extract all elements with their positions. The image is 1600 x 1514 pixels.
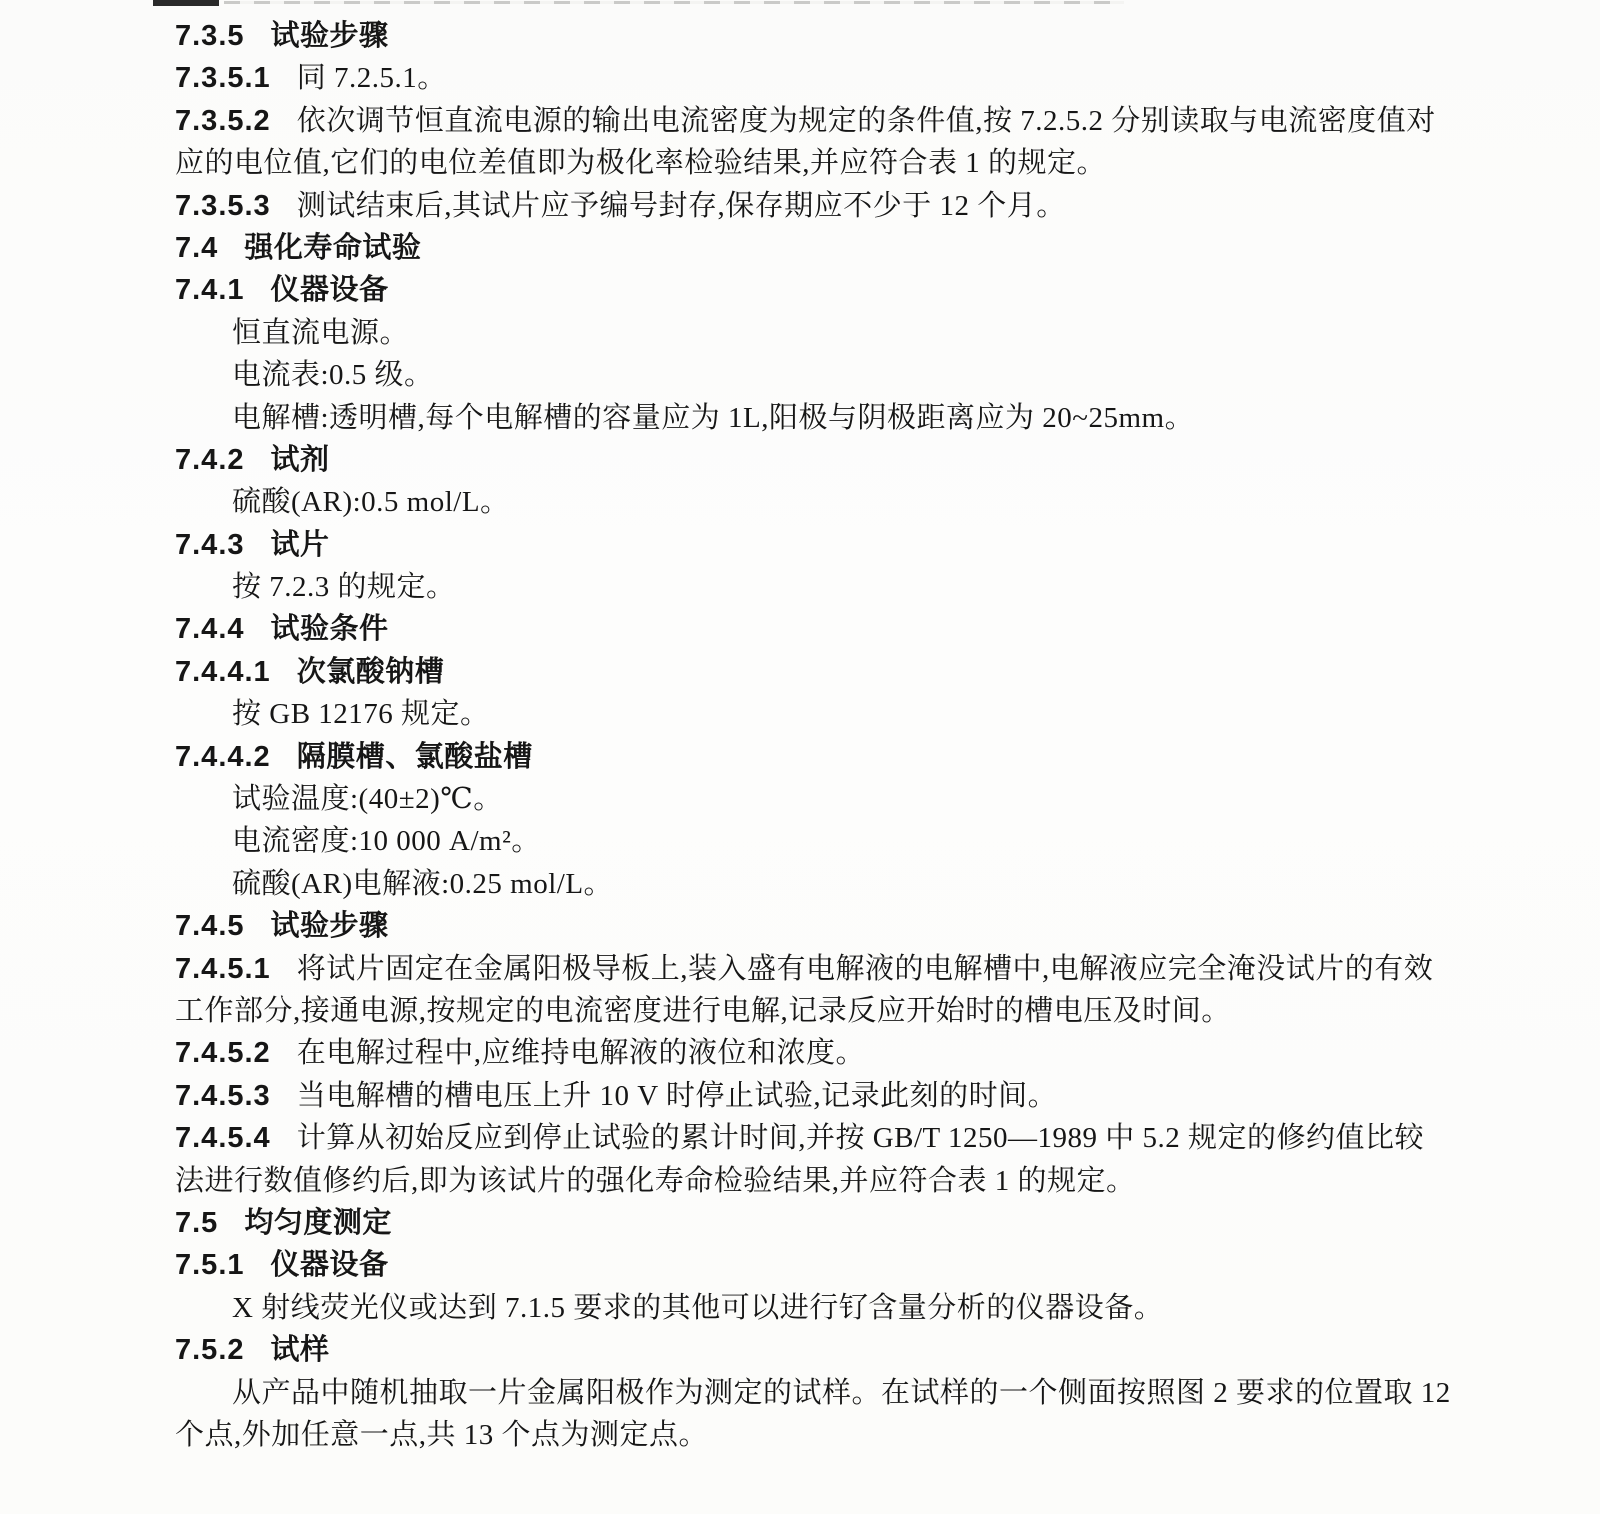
line-text: 依次调节恒直流电源的输出电流密度为规定的条件值,按 7.2.5.2 分别读取与电流密度值对 <box>296 104 1436 137</box>
line-text: 同 7.2.5.1。 <box>296 62 447 95</box>
line-text: 应的电位值,它们的电位差值即为极化率检验结果,并应符合表 1 的规定。 <box>175 147 1107 180</box>
clause-number: 7.4.3 <box>175 528 245 561</box>
clause-heading-line <box>175 269 1435 311</box>
scan-crop-artifact-solid <box>153 0 219 6</box>
text-line <box>175 1117 1435 1159</box>
line-text: 试片 <box>270 528 330 561</box>
clause-number: 7.3.5.2 <box>175 104 271 137</box>
text-line <box>175 1414 1435 1456</box>
line-text: X 射线荧光仪或达到 7.1.5 要求的其他可以进行钌含量分析的仪器设备。 <box>232 1291 1164 1324</box>
clause-heading-line <box>175 905 1435 947</box>
line-text: 试验条件 <box>270 613 389 646</box>
clause-heading-line <box>175 524 1435 566</box>
text-line <box>175 863 1435 905</box>
text-line <box>175 778 1435 820</box>
text-line <box>175 57 1435 99</box>
text-line <box>175 693 1435 735</box>
clause-number: 7.3.5.3 <box>175 189 271 222</box>
clause-number: 7.4 <box>175 231 219 264</box>
line-text: 法进行数值修约后,即为该试片的强化寿命检验结果,并应符合表 1 的规定。 <box>175 1164 1136 1197</box>
line-text: 按 7.2.3 的规定。 <box>232 571 456 604</box>
text-line <box>175 142 1435 184</box>
line-text: 试验步骤 <box>270 910 389 943</box>
line-text: 测试结束后,其试片应予编号封存,保存期应不少于 12 个月。 <box>296 189 1066 222</box>
clause-number: 7.5.1 <box>175 1249 245 1282</box>
clause-number: 7.4.2 <box>175 443 245 476</box>
clause-heading-line <box>175 15 1435 57</box>
clause-heading-line <box>175 736 1435 778</box>
text-line <box>175 100 1435 142</box>
clause-number: 7.3.5.1 <box>175 62 271 95</box>
line-text: 硫酸(AR)电解液:0.25 mol/L。 <box>232 867 614 900</box>
clause-number: 7.4.5.4 <box>175 1122 271 1155</box>
line-text: 恒直流电源。 <box>232 316 410 349</box>
line-text: 硫酸(AR):0.5 mol/L。 <box>232 486 510 519</box>
standard-text-body <box>175 15 1451 1456</box>
scan-crop-artifact-dashes <box>224 1 1124 4</box>
line-text: 计算从初始反应到停止试验的累计时间,并按 GB/T 1250—1989 中 5.2 规定的修约值比较 <box>296 1122 1424 1155</box>
clause-heading-line <box>175 1244 1435 1286</box>
line-text: 电流密度:10 000 A/m²。 <box>232 825 541 858</box>
clause-heading-line <box>175 1202 1435 1244</box>
clause-heading-line <box>175 1329 1435 1371</box>
line-text: 仪器设备 <box>270 274 389 307</box>
text-line <box>175 1032 1435 1074</box>
text-line <box>175 185 1435 227</box>
clause-number: 7.3.5 <box>175 20 245 52</box>
clause-number: 7.4.5.1 <box>175 952 271 985</box>
line-text: 试样 <box>270 1334 330 1367</box>
line-text: 从产品中随机抽取一片金属阳极作为测定的试样。在试样的一个侧面按照图 2 要求的位置取 12 <box>232 1376 1451 1409</box>
text-line <box>175 312 1435 354</box>
clause-number: 7.5.2 <box>175 1334 245 1367</box>
line-text: 隔膜槽、氯酸盐槽 <box>296 740 533 773</box>
text-line <box>175 1075 1435 1117</box>
text-line <box>175 481 1435 523</box>
line-text: 按 GB 12176 规定。 <box>232 698 490 731</box>
text-line <box>175 354 1435 396</box>
line-text: 次氯酸钠槽 <box>296 655 445 688</box>
clause-number: 7.4.5 <box>175 910 245 943</box>
clause-number: 7.5 <box>175 1206 219 1239</box>
clause-heading-line <box>175 651 1435 693</box>
clause-heading-line <box>175 439 1435 481</box>
text-line <box>175 948 1435 990</box>
line-text: 试验步骤 <box>270 20 389 52</box>
line-text: 个点,外加任意一点,共 13 个点为测定点。 <box>175 1418 709 1451</box>
text-line <box>175 397 1435 439</box>
clause-number: 7.4.4.2 <box>175 740 271 773</box>
line-text: 均匀度测定 <box>244 1206 392 1239</box>
clause-number: 7.4.4.1 <box>175 655 271 688</box>
text-line <box>175 1287 1435 1329</box>
text-line <box>175 566 1435 608</box>
text-line <box>175 990 1435 1032</box>
clause-heading-line <box>175 227 1435 269</box>
clause-number: 7.4.5.3 <box>175 1079 271 1112</box>
line-text: 电流表:0.5 级。 <box>232 359 434 392</box>
line-text: 工作部分,接通电源,按规定的电流密度进行电解,记录反应开始时的槽电压及时间。 <box>175 994 1231 1027</box>
clause-number: 7.4.5.2 <box>175 1037 271 1070</box>
line-text: 电解槽:透明槽,每个电解槽的容量应为 1L,阳极与阴极距离应为 20~25mm。 <box>232 401 1195 434</box>
line-text: 试剂 <box>270 443 330 476</box>
clause-number: 7.4.1 <box>175 274 245 307</box>
clause-heading-line <box>175 608 1435 650</box>
line-text: 将试片固定在金属阳极导板上,装入盛有电解液的电解槽中,电解液应完全淹没试片的有效 <box>296 952 1434 985</box>
line-text: 强化寿命试验 <box>244 231 422 264</box>
text-line <box>175 820 1435 862</box>
text-line <box>175 1160 1435 1202</box>
line-text: 在电解过程中,应维持电解液的液位和浓度。 <box>296 1037 865 1070</box>
line-text: 仪器设备 <box>270 1249 389 1282</box>
line-text: 当电解槽的槽电压上升 10 V 时停止试验,记录此刻的时间。 <box>296 1079 1058 1112</box>
clause-number: 7.4.4 <box>175 613 245 646</box>
line-text: 试验温度:(40±2)℃。 <box>232 783 503 816</box>
text-line <box>175 1372 1451 1414</box>
